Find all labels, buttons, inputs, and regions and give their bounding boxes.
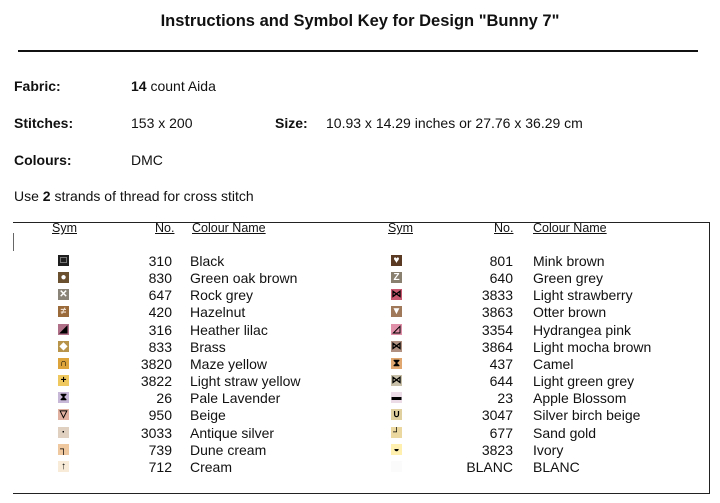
symbol-swatch-icon: ● (58, 272, 69, 283)
colour-number: 26 (156, 390, 172, 407)
colour-number: 3047 (481, 407, 513, 424)
fabric-value (131, 78, 216, 94)
symbol-swatch-icon: ∪ (392, 409, 401, 421)
colour-number: 830 (148, 270, 172, 287)
colour-number: 437 (489, 355, 513, 372)
symbol-swatch-icon: ◿ (392, 323, 401, 335)
symbol-swatch-icon (391, 461, 402, 472)
symbol-swatch-icon: Z (391, 272, 402, 283)
colour-name: Sand gold (533, 424, 597, 441)
colour-name: Black (190, 253, 225, 269)
colour-number: BLANC (466, 458, 513, 475)
size-value: 10.93 x 14.29 inches or 27.76 x 36.29 cm (326, 115, 583, 131)
stitches-value: 153 x 200 (131, 115, 193, 131)
header-name-left: Colour Name (192, 221, 266, 235)
colour-name: Maze yellow (190, 355, 268, 372)
colour-number: 310 (148, 253, 172, 269)
colour-number: 3833 (481, 287, 513, 304)
colour-name: Brass (190, 338, 226, 355)
header-name-right: Colour Name (533, 221, 607, 235)
colour-name: Heather lilac (190, 321, 268, 338)
colour-number: 420 (148, 304, 172, 321)
colour-number: 3354 (481, 321, 513, 338)
symbol-swatch-icon: ┘ (392, 426, 401, 438)
strands-count: 2 (42, 188, 51, 204)
symbol-swatch-icon: + (58, 375, 69, 386)
symbol-swatch-icon: ⋈ (391, 375, 402, 387)
colour-name: Light mocha brown (533, 338, 652, 355)
colour-number: 3822 (140, 373, 172, 390)
colour-number: 23 (497, 390, 513, 407)
symbol-swatch-icon: ⋈ (391, 289, 402, 301)
symbol-swatch-icon: ✕ (59, 289, 68, 301)
symbol-swatch-icon: ▬ (391, 392, 402, 404)
colour-number: 3863 (481, 304, 513, 321)
symbol-swatch-icon: ◆ (59, 340, 68, 352)
symbol-swatch-icon: □ (58, 255, 69, 266)
header-no-left: No. (155, 221, 175, 235)
colour-name: Hazelnut (190, 304, 246, 321)
colour-name: Pale Lavender (190, 390, 281, 407)
colour-name: Antique silver (190, 424, 275, 441)
colour-number: 3823 (481, 441, 513, 458)
colour-number: 647 (148, 287, 172, 304)
colour-name: Light strawberry (533, 287, 633, 304)
symbol-swatch-icon: ◒ (391, 444, 402, 455)
colour-name: Otter brown (533, 304, 607, 321)
colour-name: Hydrangea pink (533, 321, 632, 338)
header-sym-right: Sym (388, 221, 413, 235)
colours-label: Colours: (14, 152, 72, 168)
colour-number: 316 (148, 321, 172, 338)
colour-name: Cream (190, 458, 233, 475)
colour-number: 739 (148, 441, 172, 458)
symbol-swatch-icon: ┐ (59, 443, 68, 455)
colour-number: 833 (148, 338, 172, 355)
colour-name: Mink brown (533, 253, 605, 269)
symbol-swatch-icon: ▽ (59, 409, 68, 421)
strands-pre: Use (14, 188, 39, 204)
colour-name: Silver birch beige (533, 407, 641, 424)
colour-number: 801 (489, 253, 513, 269)
colour-name: BLANC (533, 458, 580, 475)
strands-instruction (14, 188, 254, 204)
colour-name: Light straw yellow (190, 373, 301, 390)
symbol-swatch-icon: · (58, 427, 69, 438)
symbol-swatch-icon: ↑ (58, 461, 69, 472)
symbol-swatch-icon: ∩ (59, 357, 68, 369)
fabric-type: count Aida (150, 78, 216, 94)
page-title: Instructions and Symbol Key for Design "Bunny 7" (160, 12, 560, 30)
symbol-swatch-icon: ≠ (58, 306, 69, 317)
colour-number: 3864 (481, 338, 513, 355)
colour-number: 640 (489, 270, 513, 287)
symbol-swatch-icon: ◢ (59, 323, 68, 335)
colour-name: Apple Blossom (533, 390, 627, 407)
colour-name: Green oak brown (190, 270, 298, 287)
symbol-swatch-icon: ⧗ (59, 392, 68, 404)
colour-name: Ivory (533, 441, 564, 458)
title-divider (18, 50, 698, 52)
colours-value: DMC (131, 152, 163, 168)
symbol-swatch-icon: ⋈ (391, 340, 402, 352)
symbol-swatch-icon: ⧗ (392, 357, 401, 369)
colour-number: 3820 (140, 355, 172, 372)
colour-number: 950 (148, 407, 172, 424)
symbol-swatch-icon: ♥ (391, 255, 402, 266)
colour-name: Camel (533, 355, 574, 372)
colour-number: 3033 (140, 424, 172, 441)
fabric-label: Fabric: (14, 78, 61, 94)
header-no-right: No. (494, 221, 514, 235)
header-sym-left: Sym (52, 221, 77, 235)
strands-post: strands of thread for cross stitch (54, 188, 254, 204)
colour-name: Light green grey (533, 373, 635, 390)
colour-name: Green grey (533, 270, 604, 287)
symbol-swatch-icon: ▼ (391, 306, 402, 318)
colour-number: 644 (489, 373, 513, 390)
colour-name: Dune cream (190, 441, 267, 458)
size-label: Size: (275, 115, 308, 131)
stitches-label: Stitches: (14, 115, 74, 131)
colour-number: 712 (148, 458, 172, 475)
colour-name: Beige (190, 407, 226, 424)
colour-number: 677 (489, 424, 513, 441)
fabric-count: 14 (131, 78, 147, 94)
colour-name: Rock grey (190, 287, 254, 304)
